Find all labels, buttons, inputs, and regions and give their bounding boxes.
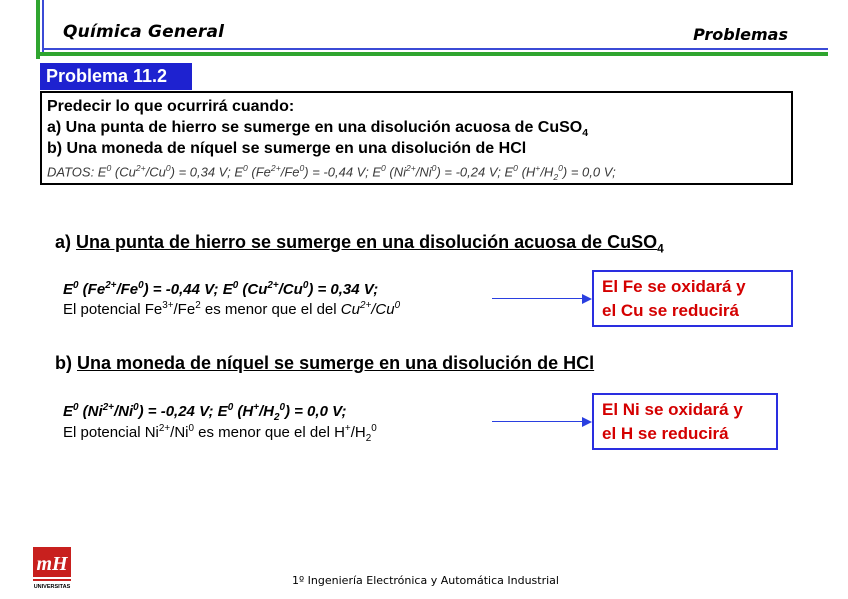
section-b-arrowhead: [582, 417, 592, 427]
section-b-result-box: [592, 393, 778, 450]
section-a-result-box: [592, 270, 793, 327]
section-title: Problemas: [693, 25, 788, 44]
section-a-title-text: Una punta de hierro se sumerge en una disolución acuosa de CuSO$_4$: [76, 232, 664, 256]
header-green-bar: [36, 0, 40, 59]
footer-text: 1º Ingeniería Electrónica y Automática Industrial: [292, 574, 559, 587]
university-logo: [32, 545, 74, 595]
problem-prompt: Predecir lo que ocurrirá cuando:: [47, 98, 295, 115]
section-a-equation: $E^0$ $(Fe^{2+}/Fe^0) = -0,44$ V; $E^0$ $(Cu^{2+}/Cu^0) = 0,34$ V;: [63, 280, 379, 298]
section-b-title-text: Una moneda de níquel se sumerge en una disolución de HCl: [77, 353, 595, 373]
section-a-result-line1: El Fe se oxidará y: [602, 277, 746, 296]
svg-text:mH: mH: [36, 553, 68, 575]
header-green-line: [36, 52, 828, 56]
section-a-arrow: [492, 298, 582, 299]
section-b-explanation: El potencial $Ni^{2+}/Ni^0$ es menor que el del $H^+/H_2^0$: [63, 423, 377, 444]
section-a-result-line2: el Cu se reducirá: [602, 301, 740, 320]
section-b-result-line1: El Ni se oxidará y: [602, 400, 743, 419]
problem-part-b: b) Una moneda de níquel se sumerge en una disolución de HCl: [47, 140, 527, 157]
section-a-title: a) Una punta de hierro se sumerge en una disolución acuosa de CuSO$_4$: [55, 232, 664, 256]
section-a-arrowhead: [582, 294, 592, 304]
section-b-title: b) Una moneda de níquel se sumerge en una disolución de HCl: [55, 353, 595, 373]
section-b-arrow: [492, 421, 582, 422]
section-b-equation: $E^0$ $(Ni^{2+}/Ni^0) = -0,24$ V; $E^0$ $(H^+/H_2^0) = 0,0$ V;: [63, 402, 347, 423]
problem-datos: DATOS: $E^0$ $(Cu^{2+}/Cu^0) = 0,34$ V; $E^0$ $(Fe^{2+}/Fe^0) = -0,44$ V; $E^0$ $(Ni^{2+}/Ni^0) = -0,24$ V; $E^0$ $(H^+/H_2^0) = 0,0$ V;: [47, 163, 616, 182]
header-blue-bar: [42, 0, 44, 52]
course-title: Química General: [63, 22, 225, 42]
header-blue-line: [42, 48, 828, 50]
section-a-explanation: El potencial $Fe^{3+}/Fe^2$ es menor que el del $Cu^{2+}/Cu^0$: [63, 300, 401, 318]
problem-tab: Problema 11.2: [40, 63, 192, 90]
section-b-result-line2: el H se reducirá: [602, 424, 729, 443]
problem-part-a: a) Una punta de hierro se sumerge en una disolución acuosa de CuSO$_4$: [47, 119, 589, 140]
svg-text:UNIVERSITAS: UNIVERSITAS: [33, 584, 71, 590]
